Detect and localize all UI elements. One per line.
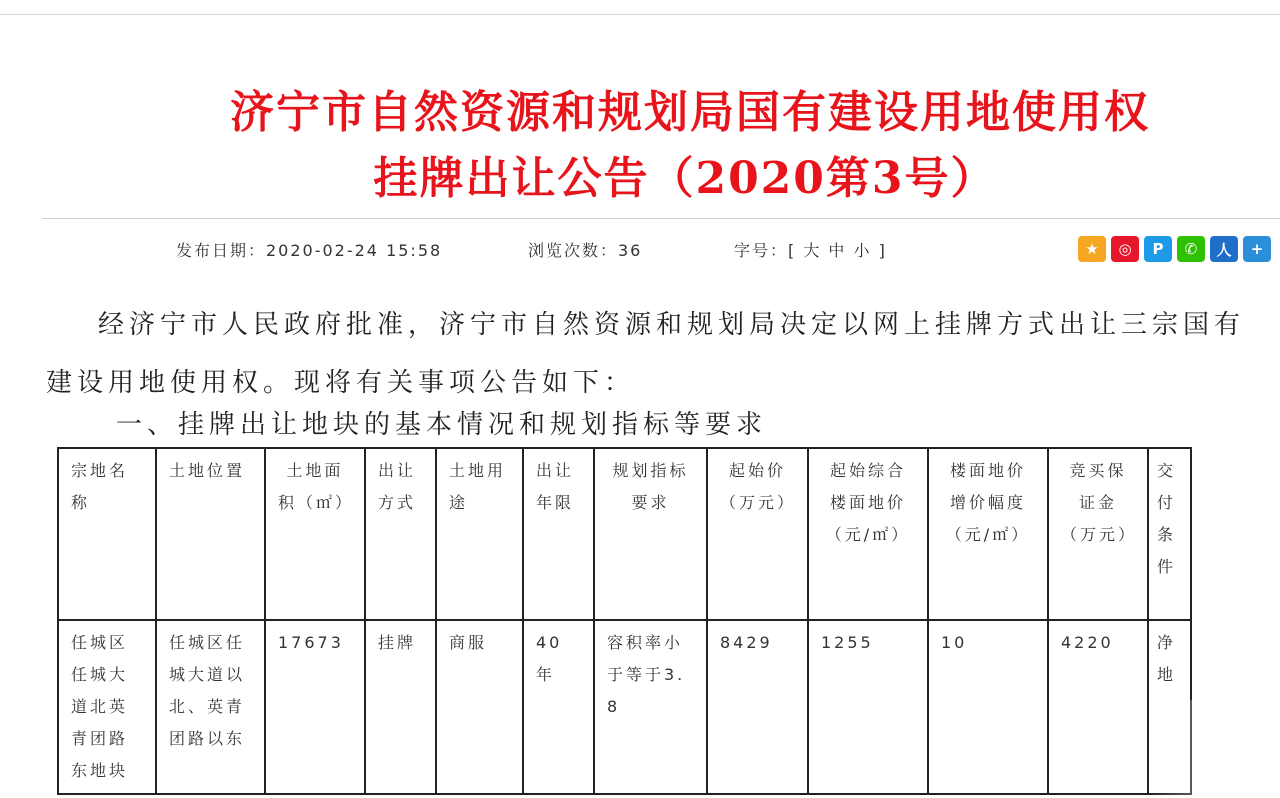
header-cell: 起始价（万元）	[707, 448, 808, 620]
publish-date: 发布日期：2020-02-24 15:58	[176, 241, 443, 260]
table-header-row	[58, 448, 1191, 620]
header-cell: 起始综合楼面地价（元/㎡）	[808, 448, 928, 620]
corner-fade-overlay	[1150, 700, 1280, 798]
table-cell: 净地	[1148, 620, 1191, 794]
intro-paragraph: 经济宁市人民政府批准，济宁市自然资源和规划局决定以网上挂牌方式出让三宗国有建设用地使用权。现将有关事项公告如下：	[46, 310, 1246, 398]
page-title-line2: 挂牌出让公告（2020第3号）	[373, 153, 997, 204]
header-cell: 规划指标要求	[594, 448, 707, 620]
header-cell: 出让方式	[365, 448, 436, 620]
table-cell: 40年	[523, 620, 594, 794]
font-size-selector[interactable]: 字号：[ 大 中 小 ]	[734, 241, 887, 260]
table-cell: 1255	[808, 620, 928, 794]
table-cell: 8429	[707, 620, 808, 794]
tencent-weibo-icon[interactable]: P	[1144, 236, 1172, 262]
renren-icon[interactable]: 人	[1210, 236, 1238, 262]
header-cell: 竞买保证金（万元）	[1048, 448, 1148, 620]
table-cell: 任城区任城大道北英青团路东地块	[58, 620, 156, 794]
table-cell: 17673	[265, 620, 365, 794]
page-title-line1: 济宁市自然资源和规划局国有建设用地使用权	[230, 87, 1150, 138]
top-divider	[0, 14, 1280, 15]
table-row	[58, 620, 1191, 794]
share-bar	[1078, 236, 1271, 262]
title-divider	[42, 218, 1280, 219]
table-cell: 4220	[1048, 620, 1148, 794]
header-cell: 交付条件	[1148, 448, 1191, 620]
table-cell: 任城区任城大道以北、英青团路以东	[156, 620, 265, 794]
header-cell: 土地用途	[436, 448, 523, 620]
header-cell: 土地位置	[156, 448, 265, 620]
more-icon[interactable]: +	[1243, 236, 1271, 262]
header-cell: 宗地名称	[58, 448, 156, 620]
qzone-icon[interactable]: ★	[1078, 236, 1106, 262]
table-cell: 容积率小于等于3.8	[594, 620, 707, 794]
land-parcel-table	[57, 447, 1192, 795]
table-cell: 商服	[436, 620, 523, 794]
table-cell: 挂牌	[365, 620, 436, 794]
table-cell: 10	[928, 620, 1048, 794]
section-heading: 一、挂牌出让地块的基本情况和规划指标等要求	[116, 410, 768, 440]
header-cell: 土地面积（㎡）	[265, 448, 365, 620]
header-cell: 出让年限	[523, 448, 594, 620]
view-count: 浏览次数：36	[528, 241, 643, 260]
weibo-icon[interactable]: ◎	[1111, 236, 1139, 262]
wechat-icon[interactable]: ✆	[1177, 236, 1205, 262]
header-cell: 楼面地价增价幅度（元/㎡）	[928, 448, 1048, 620]
